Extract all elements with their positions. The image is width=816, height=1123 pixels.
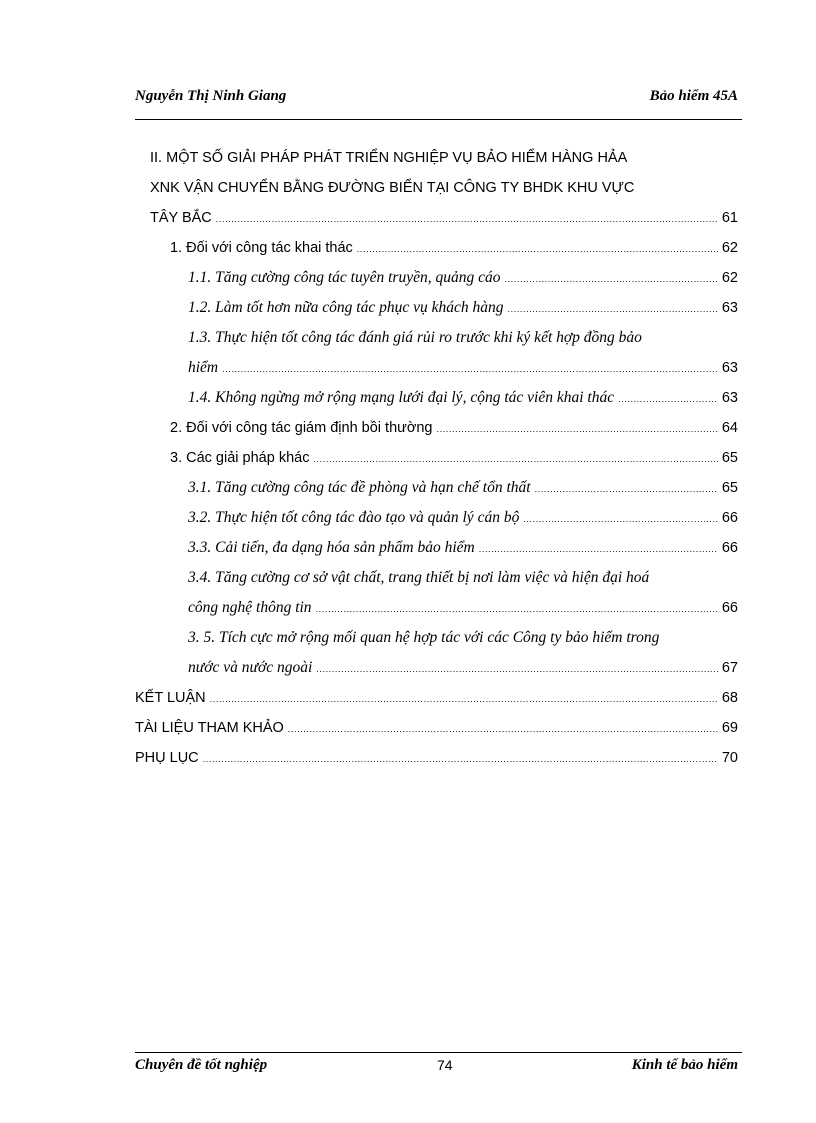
toc-item-3 <box>170 447 738 469</box>
page-header <box>135 88 740 110</box>
toc-page-number: 63 <box>721 300 738 316</box>
toc-item-title: 1.4. Không ngừng mở rộng mạng lưới đại lý, cộng tác viên khai thác <box>188 389 615 406</box>
toc-item-3-2 <box>188 507 738 529</box>
toc-item-1 <box>170 237 738 259</box>
page-number: 74 <box>437 1057 453 1073</box>
toc-leader-dots <box>313 448 717 470</box>
toc-item-2 <box>170 417 738 439</box>
toc-section2-entry <box>150 207 738 229</box>
toc-item-3-5-line1: 3. 5. Tích cực mở rộng mối quan hệ hợp tác với các Công ty bảo hiểm trong <box>188 629 660 646</box>
toc-item-1-2 <box>188 297 738 319</box>
toc-item-title: 1.2. Làm tốt hơn nữa công tác phục vụ khách hàng <box>188 299 504 316</box>
toc-page-number: 69 <box>721 720 738 736</box>
header-author: Nguyễn Thị Ninh Giang <box>135 88 287 104</box>
toc-page-number: 67 <box>721 660 738 676</box>
toc-page-number: 63 <box>721 390 738 406</box>
toc-item-title: 3.3. Cải tiến, đa dạng hóa sản phẩm bảo hiểm <box>188 539 475 556</box>
toc-item-title: TÀI LIỆU THAM KHẢO <box>135 720 284 736</box>
toc-leader-dots <box>316 598 718 620</box>
toc-item-title: nước và nước ngoài <box>188 659 313 676</box>
toc-leader-dots <box>436 418 717 440</box>
footer-rule <box>135 1052 742 1053</box>
toc-leader-dots <box>523 508 718 530</box>
toc-leader-dots <box>216 208 718 230</box>
toc-item-3-4-line1: 3.4. Tăng cường cơ sở vật chất, trang thiết bị nơi làm việc và hiện đại hoá <box>188 569 650 586</box>
toc-item-1-3 <box>188 357 738 379</box>
toc-leader-dots <box>222 358 718 380</box>
toc-page-number: 63 <box>721 360 738 376</box>
header-rule <box>135 119 742 120</box>
toc-item-1-1 <box>188 267 738 289</box>
toc-item-title: hiểm <box>188 359 219 376</box>
toc-item-3-5 <box>188 657 738 679</box>
toc-item-3-1 <box>188 477 738 499</box>
toc-item-1-4 <box>188 387 738 409</box>
toc-item-1-3-line1: 1.3. Thực hiện tốt công tác đánh giá rủi ro trước khi ký kết hợp đồng bảo <box>188 329 642 346</box>
toc-leader-dots <box>210 688 718 710</box>
toc-item-title: PHỤ LỤC <box>135 750 199 766</box>
toc-page-number: 66 <box>721 510 738 526</box>
toc-section2-line3: TÂY BẮC <box>150 210 212 226</box>
toc-page-number: 65 <box>721 480 738 496</box>
toc-page-number: 70 <box>721 750 738 766</box>
toc-item-title: 3.1. Tăng cường công tác đề phòng và hạn chế tổn thất <box>188 479 531 496</box>
toc-leader-dots <box>357 238 718 260</box>
toc-section2-line1: II. MỘT SỐ GIẢI PHÁP PHÁT TRIỂN NGHIỆP VỤ BẢO HIỂM HÀNG HẢA <box>150 150 628 166</box>
toc-leader-dots <box>316 658 718 680</box>
toc-item-title: 3. Các giải pháp khác <box>170 450 310 466</box>
toc-leader-dots <box>203 748 718 770</box>
footer-right-text: Kinh tế bảo hiểm <box>631 1057 738 1073</box>
toc-appendix <box>135 747 738 769</box>
toc-item-title: 3.2. Thực hiện tốt công tác đào tạo và quản lý cán bộ <box>188 509 520 526</box>
toc-item-3-3 <box>188 537 738 559</box>
toc-leader-dots <box>535 478 718 500</box>
toc-item-title: công nghệ thông tin <box>188 599 312 616</box>
toc-page-number: 66 <box>721 540 738 556</box>
toc-leader-dots <box>479 538 718 560</box>
toc-conclusion <box>135 687 738 709</box>
toc-item-3-4 <box>188 597 738 619</box>
toc-item-title: 2. Đối với công tác giám định bồi thường <box>170 420 433 436</box>
toc-leader-dots <box>508 298 718 320</box>
toc-page-number: 62 <box>721 270 738 286</box>
toc-page-number: 61 <box>721 210 738 226</box>
toc-page-number: 62 <box>721 240 738 256</box>
footer-left-text: Chuyên đề tốt nghiệp <box>135 1057 268 1073</box>
toc-page-number: 64 <box>721 420 738 436</box>
toc-page-number: 65 <box>721 450 738 466</box>
toc-section2-line2: XNK VẬN CHUYỂN BẰNG ĐƯỜNG BIỂN TẠI CÔNG TY BHDK KHU VỰC <box>150 180 635 196</box>
header-class: Bảo hiểm 45A <box>649 88 738 104</box>
toc-leader-dots <box>618 388 718 410</box>
toc-item-title: KẾT LUẬN <box>135 690 206 706</box>
page-footer <box>135 1057 740 1077</box>
toc-item-title: 1.1. Tăng cường công tác tuyên truyền, quảng cáo <box>188 269 501 286</box>
toc-leader-dots <box>504 268 717 290</box>
toc-page-number: 66 <box>721 600 738 616</box>
toc-references <box>135 717 738 739</box>
toc-item-title: 1. Đối với công tác khai thác <box>170 240 353 256</box>
toc-page-number: 68 <box>721 690 738 706</box>
toc-leader-dots <box>288 718 718 740</box>
